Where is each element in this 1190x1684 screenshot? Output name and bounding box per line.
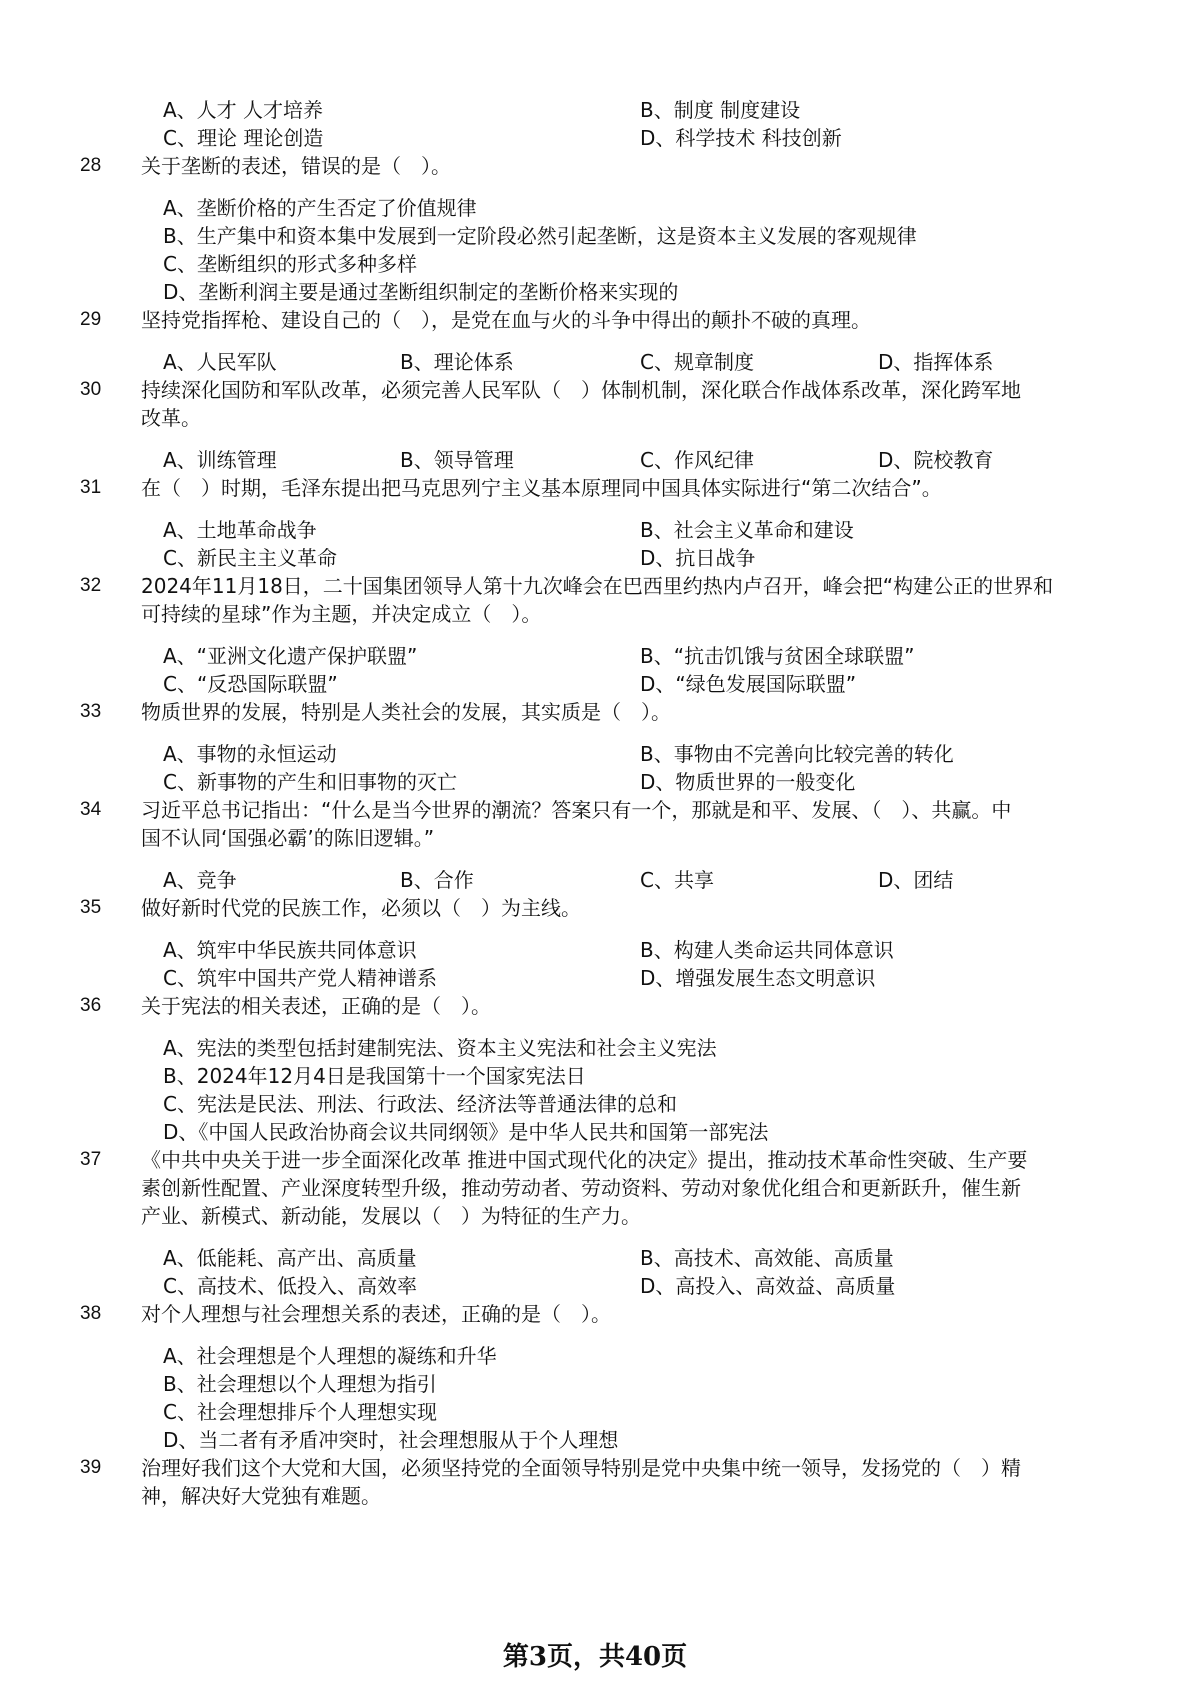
question-text: 可持续的星球”作为主题，并决定成立（ ）。	[141, 602, 542, 626]
question-text: 2024年11月18日，二十国集团领导人第十九次峰会在巴西里约热内卢召开，峰会把“构建公正的世界和	[141, 574, 1054, 598]
question-number: 32	[80, 575, 102, 596]
option-c: C、垄断组织的形式多种多样	[163, 252, 417, 276]
question-text: 产业、新模式、新动能，发展以（ ）为特征的生产力。	[141, 1204, 641, 1228]
option-c: C、共享	[640, 868, 714, 892]
question-text: 对个人理想与社会理想关系的表述，正确的是（ ）。	[141, 1302, 611, 1326]
option-a: A、垄断价格的产生否定了价值规律	[163, 196, 477, 220]
option-a: A、社会理想是个人理想的凝练和升华	[163, 1344, 497, 1368]
question-number: 33	[80, 701, 102, 722]
option-d: D、垄断利润主要是通过垄断组织制定的垄断价格来实现的	[163, 280, 679, 304]
option-b: B、构建人类命运共同体意识	[640, 938, 894, 962]
question-text: 在（ ）时期，毛泽东提出把马克思列宁主义基本原理同中国具体实际进行“第二次结合”。	[141, 476, 942, 500]
option-d: D、物质世界的一般变化	[640, 770, 856, 794]
option-b: B、事物由不完善向比较完善的转化	[640, 742, 954, 766]
option-a: A、筑牢中华民族共同体意识	[163, 938, 417, 962]
option-c: C、宪法是民法、刑法、行政法、经济法等普通法律的总和	[163, 1092, 677, 1116]
question-text: 物质世界的发展，特别是人类社会的发展，其实质是（ ）。	[141, 700, 671, 724]
option-a: A、事物的永恒运动	[163, 742, 337, 766]
question-text: 素创新性配置、产业深度转型升级，推动劳动者、劳动资料、劳动对象优化组合和更新跃升，催生新	[141, 1176, 1021, 1200]
question-number: 31	[80, 477, 102, 498]
question-number: 39	[80, 1457, 102, 1478]
option-b: B、领导管理	[400, 448, 514, 472]
option-b: B、合作	[400, 868, 474, 892]
option-c: C、新民主主义革命	[163, 546, 337, 570]
option-a: A、竞争	[163, 868, 237, 892]
option-b: B、高技术、高效能、高质量	[640, 1246, 894, 1270]
option-d: D、“绿色发展国际联盟”	[640, 672, 857, 696]
option-b: B、制度 制度建设	[640, 98, 801, 122]
option-d: D、抗日战争	[640, 546, 756, 570]
option-b: B、生产集中和资本集中发展到一定阶段必然引起垄断，这是资本主义发展的客观规律	[163, 224, 917, 248]
option-c: C、规章制度	[640, 350, 754, 374]
question-number: 34	[80, 799, 102, 820]
question-text: 改革。	[141, 406, 201, 430]
option-c: C、作风纪律	[640, 448, 754, 472]
option-a: A、土地革命战争	[163, 518, 317, 542]
question-text: 做好新时代党的民族工作，必须以（ ）为主线。	[141, 896, 581, 920]
option-c: C、新事物的产生和旧事物的灭亡	[163, 770, 457, 794]
option-c: C、筑牢中国共产党人精神谱系	[163, 966, 437, 990]
option-c: C、“反恐国际联盟”	[163, 672, 338, 696]
option-b: B、“抗击饥饿与贫困全球联盟”	[640, 644, 915, 668]
option-b: B、社会主义革命和建设	[640, 518, 854, 542]
option-d: D、团结	[878, 868, 954, 892]
option-a: A、低能耗、高产出、高质量	[163, 1246, 417, 1270]
question-number: 29	[80, 309, 102, 330]
option-a: A、人民军队	[163, 350, 277, 374]
option-c: C、社会理想排斥个人理想实现	[163, 1400, 437, 1424]
question-text: 坚持党指挥枪、建设自己的（ ），是党在血与火的斗争中得出的颠扑不破的真理。	[141, 308, 871, 332]
question-text: 持续深化国防和军队改革，必须完善人民军队（ ）体制机制，深化联合作战体系改革，深化跨军地	[141, 378, 1021, 402]
question-number: 35	[80, 897, 102, 918]
question-number: 37	[80, 1149, 102, 1170]
question-number: 30	[80, 379, 102, 400]
question-number: 38	[80, 1303, 102, 1324]
question-text: 神，解决好大党独有难题。	[141, 1484, 381, 1508]
option-c: C、高技术、低投入、高效率	[163, 1274, 417, 1298]
option-b: B、理论体系	[400, 350, 514, 374]
question-text: 关于垄断的表述，错误的是（ ）。	[141, 154, 451, 178]
option-d: D、指挥体系	[878, 350, 994, 374]
option-d: D、高投入、高效益、高质量	[640, 1274, 896, 1298]
option-d: D、当二者有矛盾冲突时，社会理想服从于个人理想	[163, 1428, 619, 1452]
option-d: D、《中国人民政治协商会议共同纲领》是中华人民共和国第一部宪法	[163, 1120, 769, 1144]
option-a: A、宪法的类型包括封建制宪法、资本主义宪法和社会主义宪法	[163, 1036, 717, 1060]
option-c: C、理论 理论创造	[163, 126, 324, 150]
question-number: 36	[80, 995, 102, 1016]
option-d: D、增强发展生态文明意识	[640, 966, 876, 990]
option-a: A、人才 人才培养	[163, 98, 324, 122]
question-number: 28	[80, 155, 102, 176]
question-text: 习近平总书记指出：“什么是当今世界的潮流？答案只有一个，那就是和平、发展、（ ）、共赢。中	[141, 798, 1012, 822]
option-d: D、院校教育	[878, 448, 994, 472]
question-text: 国不认同‘国强必霸’的陈旧逻辑。”	[141, 826, 435, 850]
option-b: B、社会理想以个人理想为指引	[163, 1372, 437, 1396]
question-text: 治理好我们这个大党和大国，必须坚持党的全面领导特别是党中央集中统一领导，发扬党的（ ）精	[141, 1456, 1021, 1480]
question-text: 《中共中央关于进一步全面深化改革 推进中国式现代化的决定》提出，推动技术革命性突破、生产要	[141, 1148, 1028, 1172]
option-a: A、“亚洲文化遗产保护联盟”	[163, 644, 418, 668]
question-text: 关于宪法的相关表述，正确的是（ ）。	[141, 994, 491, 1018]
page-footer: 第3页，共40页	[502, 1642, 688, 1672]
option-a: A、训练管理	[163, 448, 277, 472]
option-d: D、科学技术 科技创新	[640, 126, 842, 150]
option-b: B、2024年12月4日是我国第十一个国家宪法日	[163, 1064, 586, 1088]
